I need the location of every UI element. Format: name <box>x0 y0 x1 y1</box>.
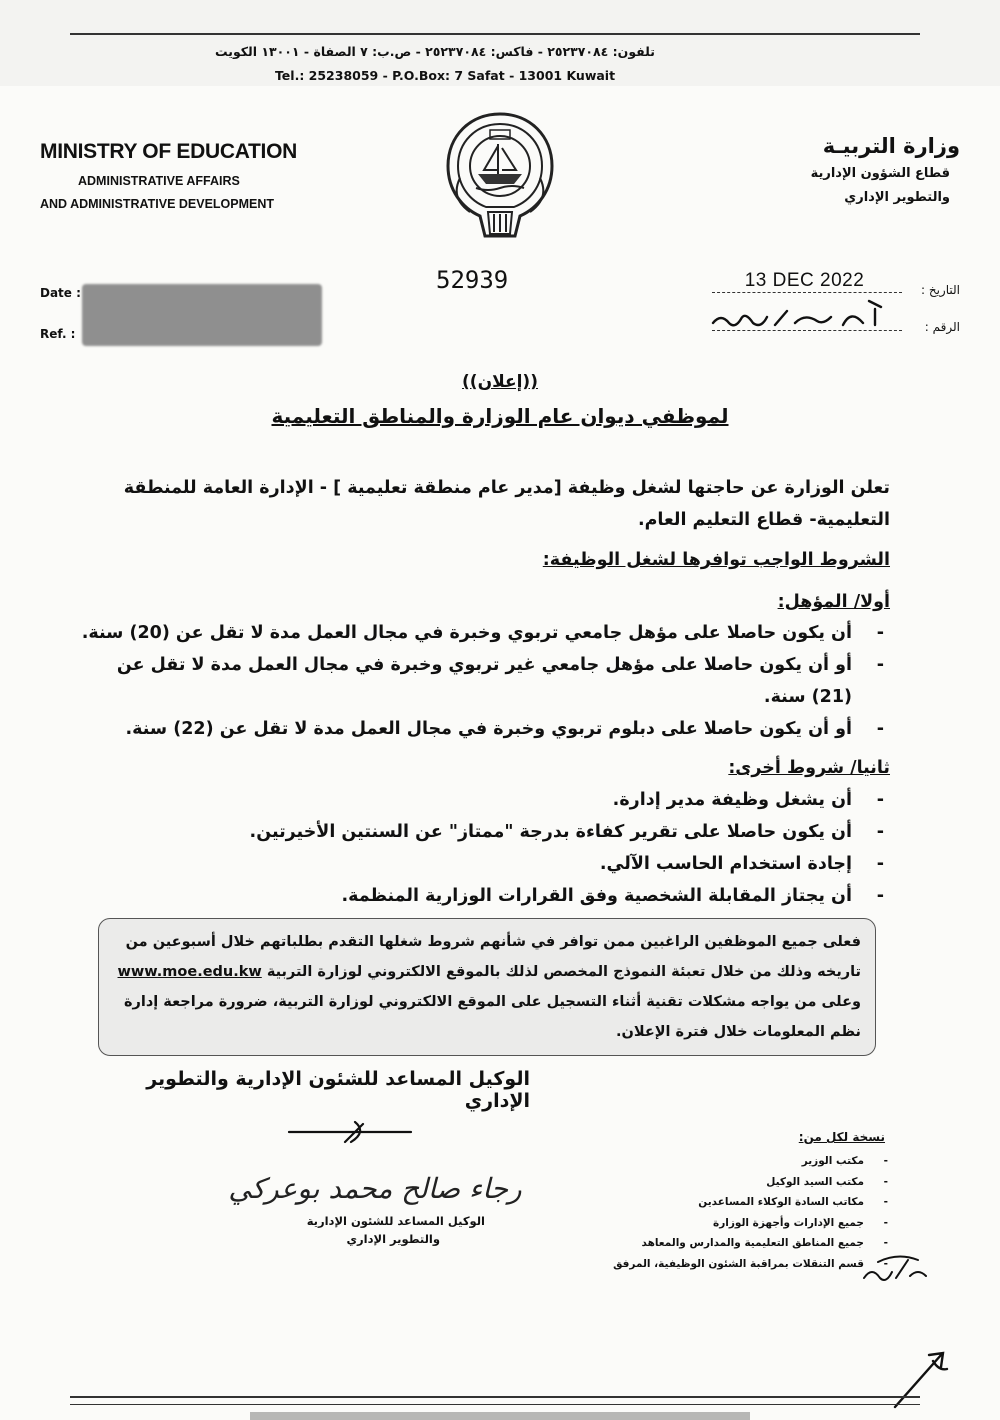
ministry-name-ar: وزارة التربيـة <box>822 134 960 158</box>
signatory-title: الوكيل المساعد للشئون الإدارية والتطوير الإداري <box>146 1068 530 1112</box>
list-item: - مكتب الوزير <box>600 1151 890 1172</box>
list-item: - جميع الإدارات وأجهزة الوزارة <box>600 1213 890 1234</box>
ministry-name-en: MINISTRY OF EDUCATION <box>40 140 297 163</box>
list-item: - مكتب السيد الوكيل <box>600 1172 890 1193</box>
signatory-subtitle-1: الوكيل المساعد للشئون الإدارية <box>306 1214 485 1228</box>
announcement-heading: ((إعلان)) <box>462 372 538 392</box>
bottom-divider <box>70 1396 920 1398</box>
date-line <box>712 292 902 293</box>
signature-name <box>228 1158 522 1216</box>
notice-text-2: وعلى من يواجه مشكلات تقنية أثناء التسجيل على الموقع الالكتروني لوزارة التربية، ضرورة مراجعة إدارة نظم المعلومات خلال فترة الإعلان. <box>123 994 861 1040</box>
handwritten-ref-number <box>705 295 905 335</box>
qualification-heading: أولا/ المؤهل: <box>777 592 890 612</box>
sector-name-ar-2: والتطوير الإداري <box>844 190 950 205</box>
redaction-block <box>82 284 322 346</box>
date-label-ar: التاريخ : <box>920 283 960 297</box>
conditions-heading: الشروط الواجب توافرها لشغل الوظيفة: <box>542 550 890 570</box>
notice-text-1: فعلى جميع الموظفين الراغبين ممن توافر في شأنهم شروط شغلها التقدم بطلباتهم خلال أسبوعين من تاريخه وذلك من خلال تعبئة النموذج المخصص لذلك بالموقع الالكتروني لوزارة التربية <box>125 934 861 980</box>
signature-stroke <box>285 1118 415 1148</box>
list-item: - أن يشغل وظيفة مدير إدارة. <box>80 784 890 816</box>
handwritten-initials <box>858 1248 933 1290</box>
bottom-divider-thin <box>70 1404 920 1405</box>
date-stamp: 13 DEC 2022 <box>744 270 865 291</box>
ref-label-en: Ref. : <box>40 327 76 341</box>
kuwait-emblem-icon <box>440 108 560 243</box>
list-item: - أن يجتاز المقابلة الشخصية وفق القرارات الوزارية المنظمة. <box>80 880 890 912</box>
list-item: - جميع المناطق التعليمية والمدارس والمعاهد <box>600 1233 890 1254</box>
list-item: - أو أن يكون حاصلا على مؤهل جامعي غير تربوي وخبرة في مجال العمل مدة لا تقل عن (21) سنة. <box>80 649 890 713</box>
ref-label-ar: الرقم : <box>924 320 960 334</box>
document-number: 52939 <box>436 266 509 294</box>
copies-list <box>600 1151 890 1274</box>
list-item: - مكاتب السادة الوكلاء المساعدين <box>600 1192 890 1213</box>
sector-name-en-2: AND ADMINISTRATIVE DEVELOPMENT <box>40 197 275 211</box>
list-item: - إجادة استخدام الحاسب الآلي. <box>80 848 890 880</box>
top-divider <box>70 33 920 35</box>
qualification-list <box>80 617 890 745</box>
ref-line <box>712 330 902 331</box>
date-label-en: Date : <box>40 286 81 300</box>
list-item: - أو أن يكون حاصلا على دبلوم تربوي وخبرة في مجال العمل مدة لا تقل عن (22) سنة. <box>80 713 890 745</box>
other-conditions-heading: ثانيا/ شروط أخرى: <box>728 758 890 778</box>
sector-name-ar-1: قطاع الشؤون الإدارية <box>810 166 950 181</box>
announcement-subheading: لموظفي ديوان عام الوزارة والمناطق التعليمية <box>271 404 729 428</box>
intro-paragraph: تعلن الوزارة عن حاجتها لشغل وظيفة [مدير عام منطقة تعليمية ] - الإدارة العامة للمنطقة التعليمية- قطاع التعليم العام. <box>123 478 890 530</box>
contact-english: Tel.: 25238059 - P.O.Box: 7 Safat - 13001 Kuwait <box>274 68 616 83</box>
application-notice-box <box>98 918 876 1056</box>
signatory-subtitle-2: والتطوير الإداري <box>346 1232 440 1246</box>
other-conditions-list <box>80 784 890 912</box>
copies-heading: نسخة لكل من: <box>798 1130 885 1144</box>
footer-strip <box>250 1412 750 1420</box>
list-item: - أن يكون حاصلا على تقرير كفاءة بدرجة "ممتاز" عن السنتين الأخيرتين. <box>80 816 890 848</box>
sector-name-en-1: ADMINISTRATIVE AFFAIRS <box>78 174 240 188</box>
list-item: - أن يكون حاصلا على مؤهل جامعي تربوي وخبرة في مجال العمل مدة لا تقل عن (20) سنة. <box>80 617 890 649</box>
signature-name-text: رجاء صالح محمد بوعركي <box>228 1172 522 1205</box>
contact-arabic: تلفون: ٢٥٢٣٧٠٨٤ - فاكس: ٢٥٢٣٧٠٨٤ - ص.ب: ٧ الصفاة - ١٣٠٠١ الكويت <box>215 44 655 59</box>
moe-website-link[interactable]: www.moe.edu.kw <box>117 964 262 980</box>
list-item: - قسم التنقلات بمراقبة الشئون الوظيفية، المرفق <box>600 1254 890 1275</box>
